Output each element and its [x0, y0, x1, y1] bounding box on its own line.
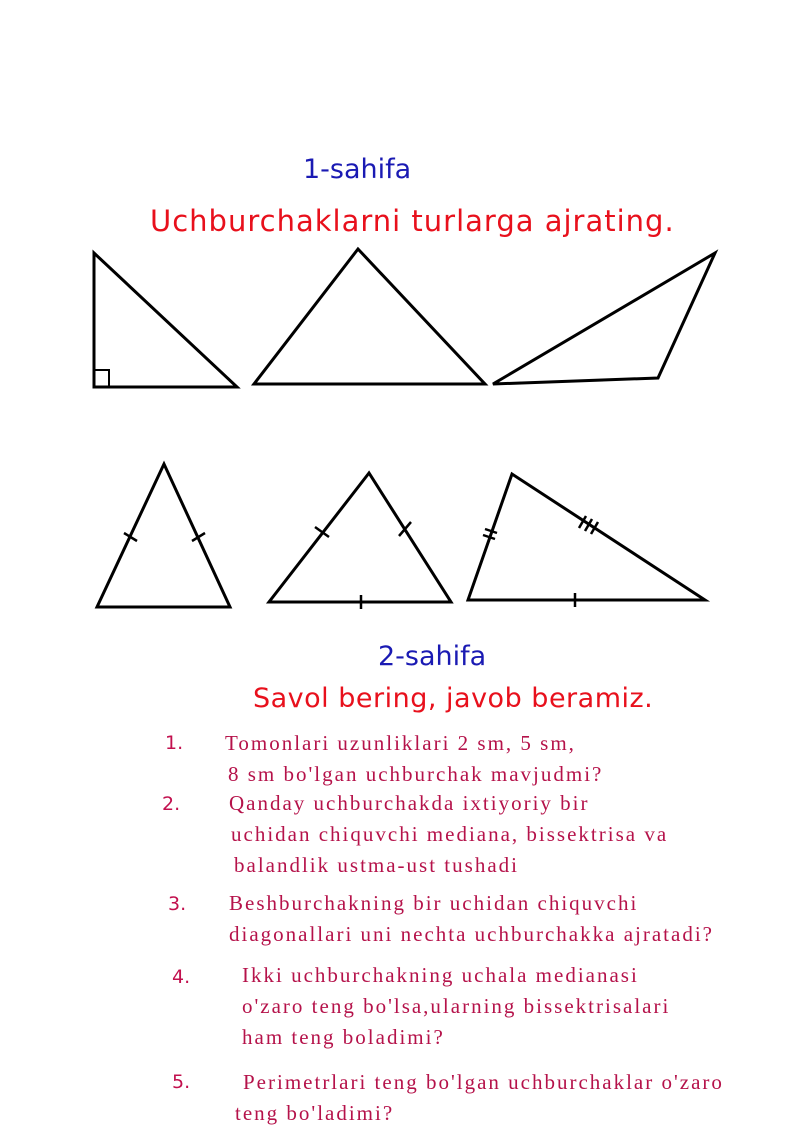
page-label-1: 1-sahifa — [303, 154, 412, 185]
question-line: Perimetrlari teng bo'lgan uchburchaklar o'zaro — [243, 1070, 724, 1094]
question-text — [225, 728, 603, 790]
question-line: diagonallari uni nechta uchburchakka ajratadi? — [229, 922, 714, 946]
question-text — [229, 888, 714, 950]
acute-triangle — [254, 249, 485, 384]
question-line: balandlik ustma-ust tushadi — [234, 853, 519, 877]
question-text — [229, 788, 668, 881]
obtuse-triangle — [493, 253, 715, 384]
right-triangle — [94, 253, 237, 387]
scalene-triangle — [468, 474, 705, 600]
question-text — [242, 960, 670, 1053]
question-text — [235, 1067, 724, 1129]
question-line: Beshburchakning bir uchidan chiquvchi — [229, 891, 639, 915]
question-line: Ikki uchburchakning uchala medianasi — [242, 963, 639, 987]
page-label-2: 2-sahifa — [378, 641, 487, 672]
question-line: ham teng boladimi? — [242, 1025, 445, 1049]
question-line: 8 sm bo'lgan uchburchak mavjudmi? — [228, 762, 604, 786]
isosceles-triangle — [97, 464, 230, 607]
task-instruction-1: Uchburchaklarni turlarga ajrating. — [150, 204, 675, 238]
question-line: Qanday uchburchakda ixtiyoriy bir — [229, 791, 590, 815]
equilateral-triangle — [269, 473, 451, 602]
task-instruction-2: Savol bering, javob beramiz. — [253, 683, 654, 714]
question-line: o'zaro teng bo'lsa,ularning bissektrisalari — [242, 994, 671, 1018]
right-angle-mark — [94, 370, 109, 387]
question-number: 5. — [172, 1071, 191, 1093]
question-line: uchidan chiquvchi mediana, bissektrisa va — [231, 822, 669, 846]
question-number: 3. — [168, 893, 187, 915]
question-number: 4. — [172, 966, 191, 988]
question-line: teng bo'ladimi? — [235, 1101, 395, 1125]
question-number: 2. — [162, 793, 181, 815]
question-number: 1. — [165, 732, 184, 754]
question-line: Tomonlari uzunliklari 2 sm, 5 sm, — [225, 731, 576, 755]
